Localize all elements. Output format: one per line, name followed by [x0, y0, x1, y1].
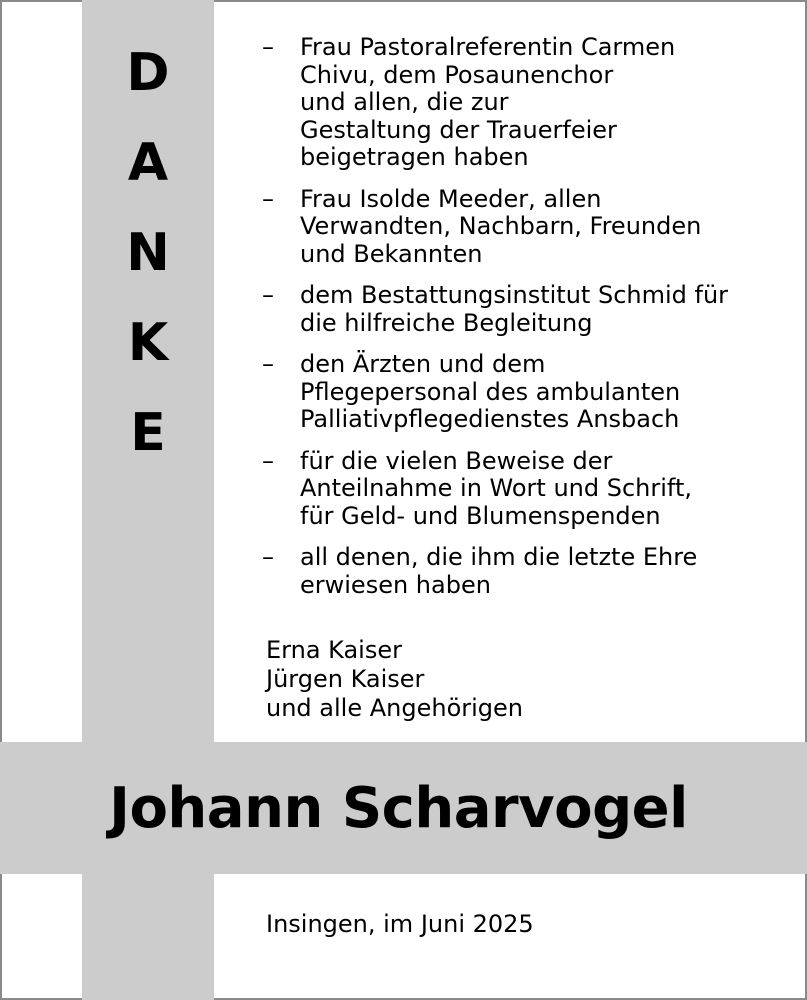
- thanks-line: Palliativpflegedienstes Ansbach: [300, 405, 680, 433]
- thanks-line: Pflegepersonal des ambulanten: [300, 377, 681, 406]
- thanks-line: für die vielen Beweise der: [300, 446, 613, 475]
- thanks-line: Frau Pastoralreferentin Carmen: [300, 33, 676, 61]
- thanks-item: [262, 34, 782, 172]
- thanks-line: beigetragen haben: [300, 143, 529, 171]
- heading-letter: K: [127, 313, 169, 373]
- thanks-line: Anteilnahme in Wort und Schrift,: [300, 474, 692, 502]
- thanks-line: und allen, die zur: [300, 88, 509, 116]
- thanks-line: all denen, die ihm die letzte Ehre: [300, 543, 698, 571]
- thanks-item: [262, 186, 782, 269]
- dash-bullet: –: [262, 350, 274, 378]
- thanks-line: für Geld- und Blumenspenden: [300, 501, 661, 530]
- thanks-line: Chivu, dem Posaunenchor: [300, 60, 614, 89]
- dash-bullet: –: [262, 33, 274, 61]
- heading-letter: A: [127, 133, 169, 193]
- thanks-list: [262, 34, 782, 613]
- thanks-line: erwiesen haben: [300, 570, 491, 599]
- thanks-line: Verwandten, Nachbarn, Freunden: [300, 212, 702, 240]
- dash-bullet: –: [262, 281, 274, 309]
- thanks-line: die hilfreiche Begleitung: [300, 308, 593, 337]
- dash-bullet: –: [262, 446, 274, 475]
- signer-name: und alle Angehörigen: [266, 694, 523, 722]
- thanks-line: Gestaltung der Trauerfeier: [300, 115, 617, 144]
- heading-letter: E: [130, 403, 166, 463]
- thanks-line: Frau Isolde Meeder, allen: [300, 184, 602, 213]
- thanks-line: den Ärzten und dem: [300, 350, 546, 378]
- place-date: Insingen, im Juni 2025: [266, 910, 534, 938]
- thanks-line: und Bekannten: [300, 239, 483, 268]
- dash-bullet: –: [262, 543, 274, 571]
- heading-letter: D: [126, 43, 170, 103]
- heading-letter: N: [126, 223, 170, 283]
- dash-bullet: –: [262, 184, 274, 213]
- thanks-item: [262, 351, 782, 434]
- deceased-name: Johann Scharvogel: [109, 775, 688, 841]
- signers: [266, 636, 523, 723]
- danke-heading: [82, 28, 214, 478]
- thanks-item: [262, 282, 782, 337]
- thanks-item: [262, 448, 782, 531]
- thanks-line: dem Bestattungsinstitut Schmid für: [300, 281, 729, 309]
- thanks-item: [262, 544, 782, 599]
- signer-name: Jürgen Kaiser: [266, 665, 425, 693]
- signer-name: Erna Kaiser: [266, 636, 402, 664]
